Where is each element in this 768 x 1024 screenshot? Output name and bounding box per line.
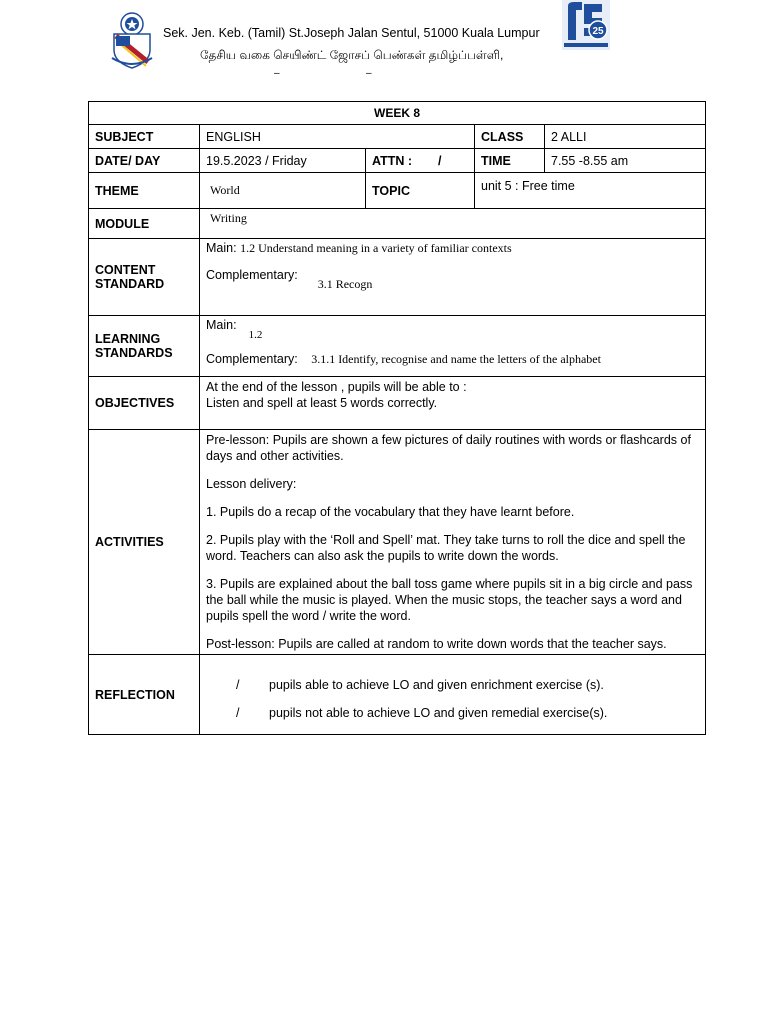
school-name-tamil: தேசிய வகை செயிண்ட் ஜோசப் பெண்கள் தமிழ்ப்பள்ளி,: [200, 48, 504, 62]
activity-pre-lesson: Pre-lesson: Pupils are shown a few pictures of daily routines with words or flashcards of days and other activities.: [206, 433, 691, 463]
learning-standards-cell: [200, 316, 706, 377]
content-standard-label: CONTENT STANDARD: [89, 239, 200, 316]
activities-label: ACTIVITIES: [89, 430, 200, 655]
activities-row: [89, 430, 706, 655]
subject-label: SUBJECT: [89, 125, 200, 149]
ls-main-label: Main:: [206, 318, 237, 332]
week-title: WEEK 8: [89, 102, 706, 125]
ls-main-value: 1.2: [248, 329, 263, 341]
objectives-text: Listen and spell at least 5 words correctly.: [206, 396, 438, 410]
content-standard-row: [89, 239, 706, 316]
objectives-label: OBJECTIVES: [89, 377, 200, 430]
content-main-label: Main:: [206, 241, 237, 255]
learning-standards-row: [89, 316, 706, 377]
theme-label: THEME: [89, 173, 200, 209]
content-comp-label: Complementary:: [206, 268, 298, 282]
lesson-plan-table: [88, 101, 706, 735]
topic-label: TOPIC: [366, 173, 475, 209]
theme-value: World: [200, 173, 366, 209]
time-value: 7.55 -8.55 am: [545, 149, 706, 173]
reflection-label: REFLECTION: [89, 655, 200, 735]
topic-value: unit 5 : Free time: [475, 173, 706, 209]
activity-step-3: 3. Pupils are explained about the ball toss game where pupils sit in a big circle and pass the ball while the music is played. When the music stops, the teacher says a word and pupils spell the word / write the word.: [206, 577, 693, 623]
subject-value: ENGLISH: [200, 125, 475, 149]
reflection-enrichment-text: pupils able to achieve LO and given enrichment exercise (s).: [269, 678, 604, 692]
date-row: [89, 149, 706, 173]
activity-step-2: 2. Pupils play with the ‘Roll and Spell’ mat. They take turns to roll the dice and spell the word. Teachers can also ask the pupils to write down the words.: [206, 533, 686, 563]
reflection-row: [89, 655, 706, 735]
module-value: Writing: [200, 209, 706, 239]
activity-post-lesson: Post-lesson: Pupils are called at random to write down words that the teacher says.: [206, 637, 667, 651]
ls-comp-label: Complementary:: [206, 352, 298, 366]
reflection-cell: [200, 655, 706, 735]
anniversary-logo-icon: [562, 0, 610, 50]
activities-cell: [200, 430, 706, 655]
class-label: CLASS: [475, 125, 545, 149]
objectives-cell: [200, 377, 706, 430]
reflection-line-remedial: [206, 699, 699, 727]
attn-label: ATTN :: [372, 153, 413, 168]
attn-cell: [366, 149, 475, 173]
page-header: [0, 0, 768, 95]
date-value: 19.5.2023 / Friday: [200, 149, 366, 173]
reflection-slash: /: [236, 706, 240, 720]
objectives-intro: At the end of the lesson , pupils will be able to :: [206, 380, 467, 394]
ls-comp-value: 3.1.1 Identify, recognise and name the letters of the alphabet: [311, 352, 601, 366]
attn-value: /: [438, 153, 442, 168]
content-comp-value: 3.1 Recogn: [317, 277, 373, 291]
logo-number: 25: [592, 26, 604, 37]
school-crest-icon: [108, 12, 156, 70]
module-row: [89, 209, 706, 239]
content-main-value: 1.2 Understand meaning in a variety of familiar contexts: [240, 241, 512, 255]
header-dash: –: [366, 68, 372, 79]
week-row: [89, 102, 706, 125]
school-name-english: Sek. Jen. Keb. (Tamil) St.Joseph Jalan Sentul, 51000 Kuala Lumpur: [163, 26, 540, 40]
time-label: TIME: [475, 149, 545, 173]
activity-delivery-heading: Lesson delivery:: [206, 477, 297, 491]
learning-standards-label: LEARNING STANDARDS: [89, 316, 200, 377]
subject-row: [89, 125, 706, 149]
activity-step-1: 1. Pupils do a recap of the vocabulary that they have learnt before.: [206, 505, 575, 519]
reflection-line-enrichment: [206, 671, 699, 699]
theme-row: [89, 173, 706, 209]
module-label: MODULE: [89, 209, 200, 239]
reflection-remedial-text: pupils not able to achieve LO and given remedial exercise(s).: [269, 706, 608, 720]
class-value: 2 ALLI: [545, 125, 706, 149]
objectives-row: [89, 377, 706, 430]
header-dash: –: [274, 68, 280, 79]
reflection-slash: /: [236, 678, 240, 692]
date-label: DATE/ DAY: [89, 149, 200, 173]
content-standard-cell: [200, 239, 706, 316]
